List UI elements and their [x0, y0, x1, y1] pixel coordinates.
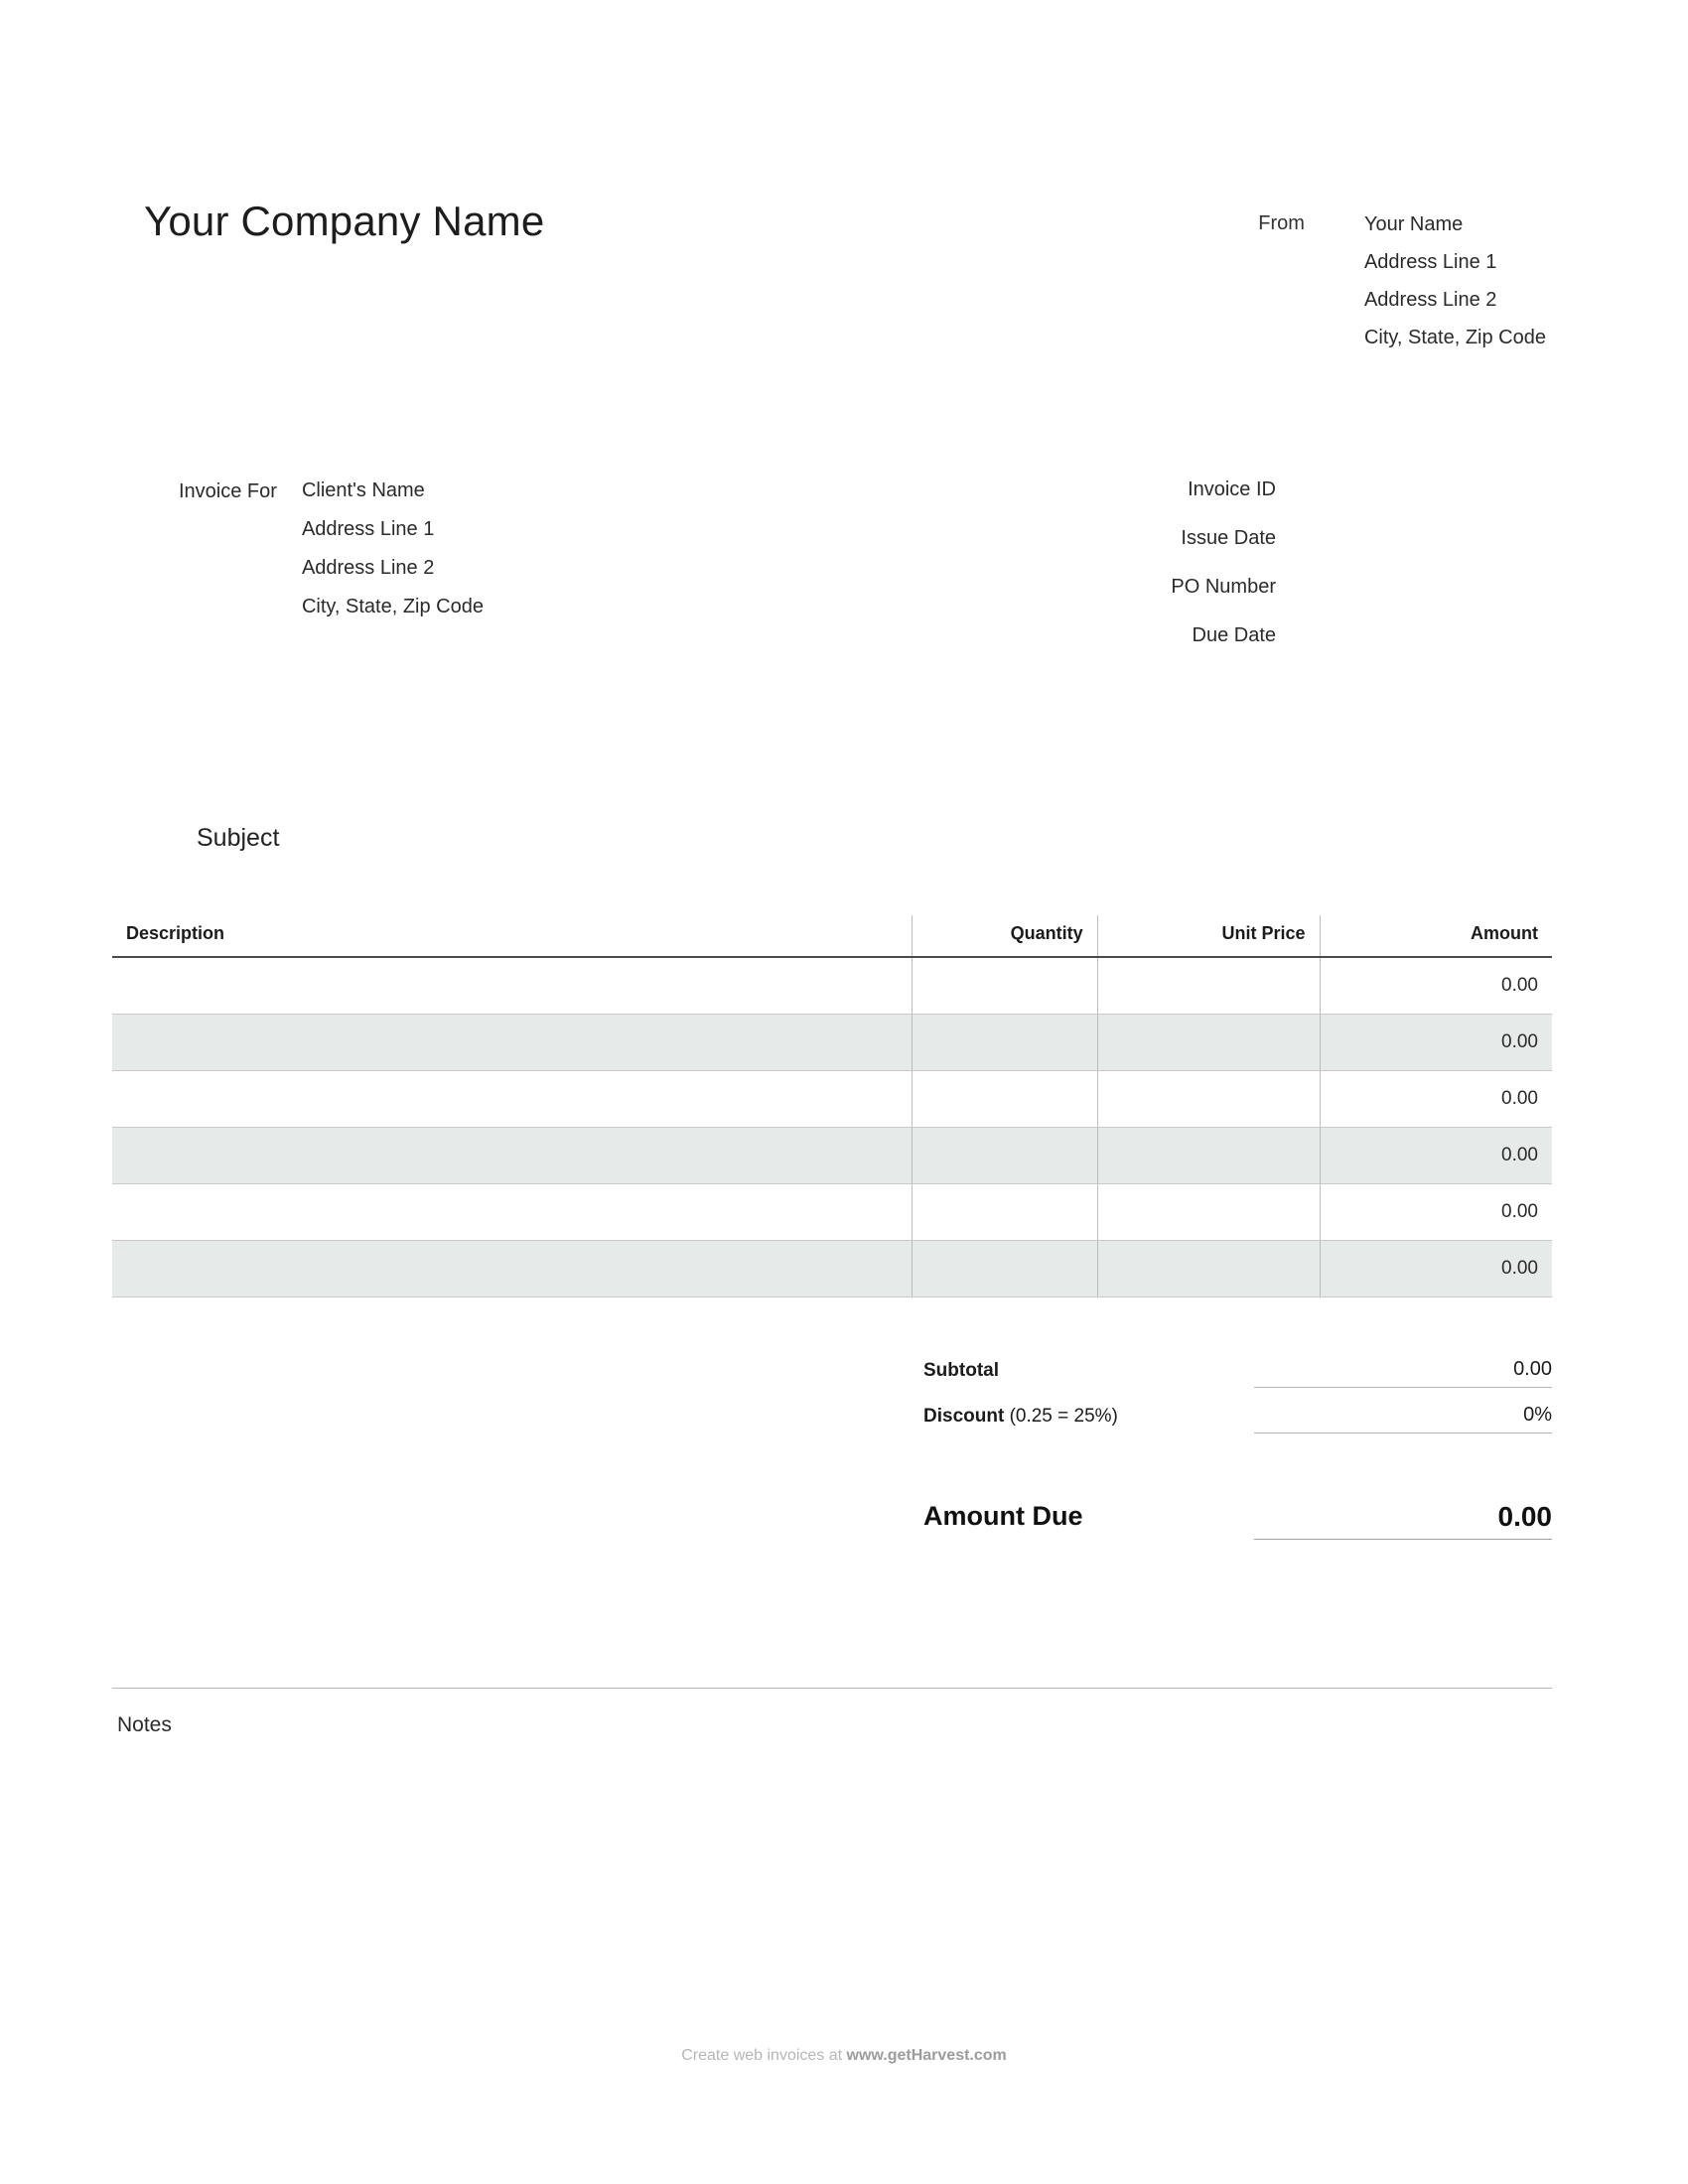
from-block: [1225, 212, 1546, 349]
cell-quantity: [913, 1241, 1097, 1297]
from-line-2: Address Line 1: [1363, 251, 1497, 273]
discount-label-text: Discount: [923, 1406, 1005, 1427]
cell-quantity: [913, 1015, 1097, 1071]
table-row: [112, 1184, 1552, 1241]
subtotal-row: [923, 1342, 1552, 1388]
table-header-row: [112, 915, 1552, 957]
totals-block: [923, 1342, 1552, 1433]
cell-description: [112, 1128, 913, 1184]
table-row: [112, 1071, 1552, 1128]
line-items-table: [112, 915, 1552, 1297]
table-row: [112, 957, 1552, 1015]
cell-amount: 0.00: [1320, 1241, 1552, 1297]
header-quantity: Quantity: [913, 915, 1097, 957]
header-unit-price: Unit Price: [1097, 915, 1320, 957]
po-number-label: PO Number: [1171, 576, 1276, 598]
from-line-4: City, State, Zip Code: [1363, 327, 1546, 348]
cell-quantity: [913, 1184, 1097, 1241]
amount-due-value-wrap: [1254, 1501, 1552, 1540]
cell-amount: 0.00: [1320, 1015, 1552, 1071]
issue-date-label: Issue Date: [1181, 527, 1276, 549]
from-line-3: Address Line 2: [1363, 289, 1497, 311]
cell-description: [112, 957, 913, 1015]
discount-value-wrap: [1254, 1404, 1552, 1433]
cell-description: [112, 1241, 913, 1297]
client-line-1: Client's Name: [301, 479, 425, 501]
from-label: From: [1258, 212, 1305, 234]
cell-description: [112, 1015, 913, 1071]
notes-divider: [112, 1688, 1552, 1689]
cell-unit-price: [1097, 1015, 1320, 1071]
cell-quantity: [913, 957, 1097, 1015]
cell-quantity: [913, 1128, 1097, 1184]
harvest-link[interactable]: www.getHarvest.com: [846, 2047, 1007, 2064]
cell-amount: 0.00: [1320, 1128, 1552, 1184]
cell-description: [112, 1071, 913, 1128]
client-address: [302, 478, 484, 618]
cell-quantity: [913, 1071, 1097, 1128]
cell-amount: 0.00: [1320, 1184, 1552, 1241]
header-description: Description: [112, 915, 913, 957]
from-address: [1364, 212, 1546, 349]
subtotal-label: [923, 1360, 999, 1388]
cell-unit-price: [1097, 1071, 1320, 1128]
client-line-3: Address Line 2: [301, 557, 435, 579]
invoice-id-label: Invoice ID: [1188, 478, 1276, 500]
table-row: [112, 1128, 1552, 1184]
subtotal-label-text: Subtotal: [923, 1360, 999, 1381]
discount-label: [923, 1406, 1118, 1433]
table-row: [112, 1015, 1552, 1071]
amount-due-value: 0.00: [1497, 1501, 1552, 1532]
client-line-4: City, State, Zip Code: [301, 596, 484, 617]
header-amount: Amount: [1320, 915, 1552, 957]
discount-note: (0.25 = 25%): [1009, 1406, 1118, 1427]
discount-row: [923, 1388, 1552, 1433]
footer-text: Create web invoices at: [681, 2047, 847, 2064]
cell-unit-price: [1097, 1184, 1320, 1241]
due-date-label: Due Date: [1192, 624, 1276, 646]
cell-unit-price: [1097, 1241, 1320, 1297]
footer: [0, 2047, 1688, 2065]
company-name: Your Company Name: [144, 198, 545, 244]
invoice-field-labels: [938, 478, 1276, 647]
discount-value: 0%: [1523, 1404, 1552, 1426]
table-row: [112, 1241, 1552, 1297]
amount-due-row: [923, 1501, 1552, 1540]
subtotal-value: 0.00: [1513, 1358, 1552, 1380]
cell-unit-price: [1097, 957, 1320, 1015]
subtotal-value-wrap: [1254, 1358, 1552, 1388]
cell-amount: 0.00: [1320, 1071, 1552, 1128]
notes-label: Notes: [117, 1713, 172, 1736]
subject-label: Subject: [197, 824, 280, 852]
invoice-for-block: [179, 478, 484, 618]
invoice-header: [144, 199, 1554, 349]
cell-unit-price: [1097, 1128, 1320, 1184]
cell-description: [112, 1184, 913, 1241]
amount-due-label: Amount Due: [923, 1501, 1083, 1531]
from-line-1: Your Name: [1363, 213, 1464, 235]
cell-amount: 0.00: [1320, 957, 1552, 1015]
client-line-2: Address Line 1: [301, 518, 435, 540]
invoice-for-label: Invoice For: [179, 480, 277, 502]
